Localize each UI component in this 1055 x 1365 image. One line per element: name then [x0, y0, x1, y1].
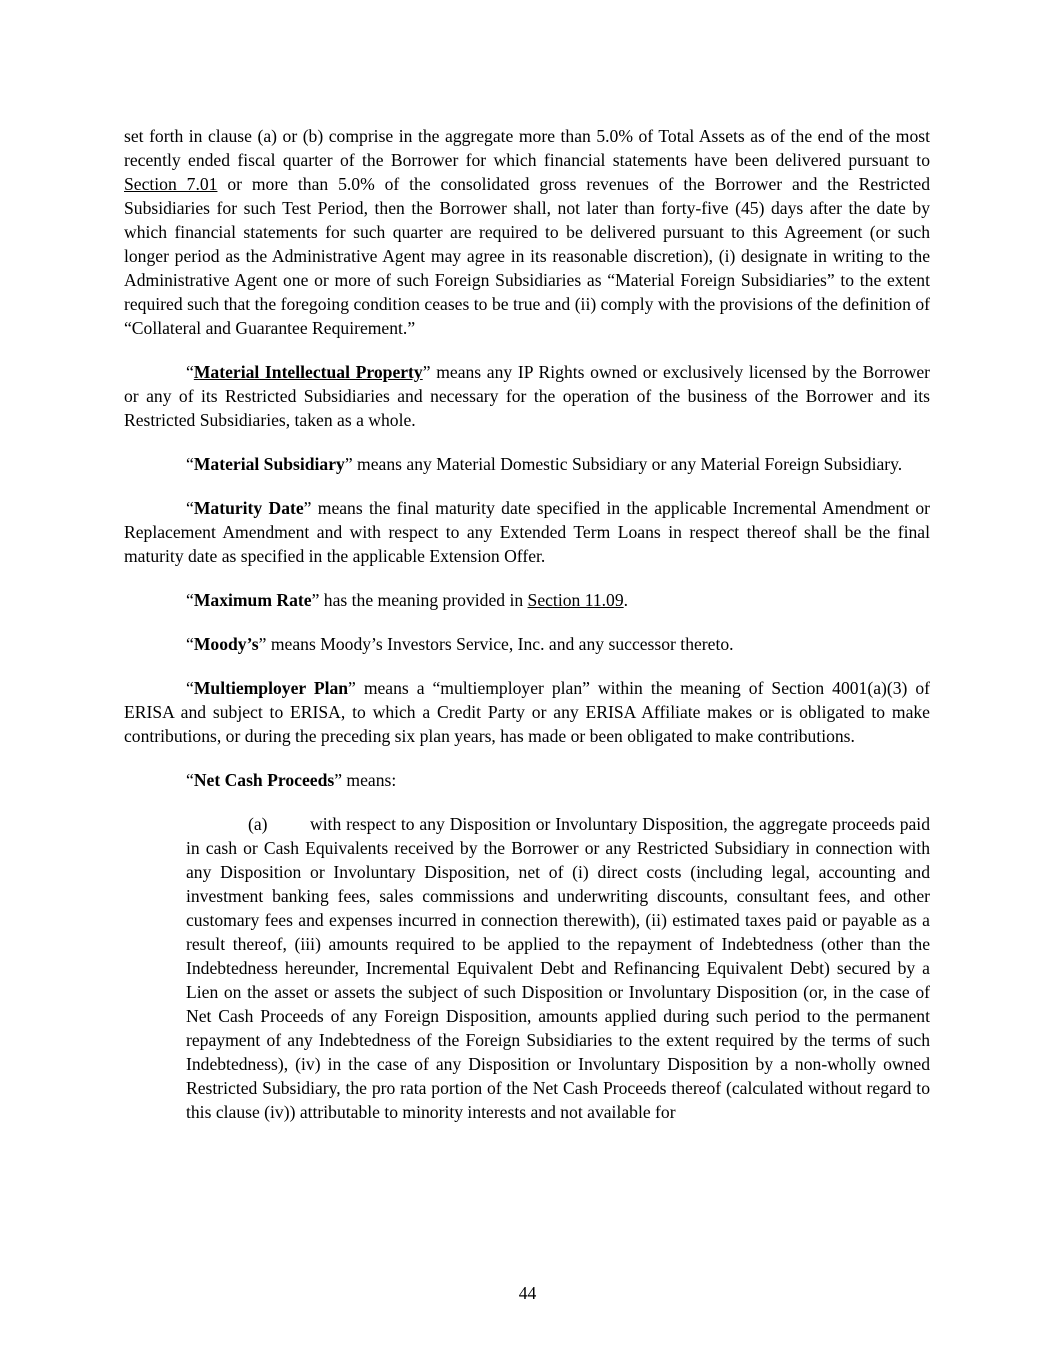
paragraph-text: or more than 5.0% of the consolidated gross revenues of the Borrower and the Restricted Subsidiaries for such Test Period, then the Borrower shall, not later than forty-five (45) days after the date by which financial statements for such quarter are required to be delivered pursuant to this Agreement (or such longer period as the Administrative Agent may agree in its reasonable discretion), (i) designate in writing to the Administrative Agent one or more of such Foreign Subsidiaries as “Material Foreign Subsidiaries” to the extent required such that the foregoing condition ceases to be true and (ii) comply with the provisions of the definition of “Collateral and Guarantee Requirement.”: [124, 174, 930, 338]
section-link[interactable]: Section 7.01: [124, 174, 218, 194]
defined-term: Material Intellectual Property: [193, 362, 423, 382]
defined-term: Multiemployer Plan: [193, 678, 349, 698]
definition-moodys: [124, 632, 930, 656]
definition-material-intellectual-property: [124, 360, 930, 432]
open-quote: “: [186, 770, 194, 790]
defined-term: Maximum Rate: [193, 590, 312, 610]
definition-text: ” means the final maturity date specified in the applicable Incremental Amendment or Replacement Amendment and with respect to any Extended Term Loans in respect thereof shall be the final maturity date as specified in the applicable Extension Offer.: [124, 498, 931, 566]
document-page: [124, 124, 930, 1124]
definition-net-cash-proceeds: [124, 768, 930, 792]
defined-term: Maturity Date: [193, 498, 304, 518]
open-quote: “: [186, 454, 194, 474]
clause-text: with respect to any Disposition or Involuntary Disposition, the aggregate proceeds paid in cash or Cash Equivalents received by the Borrower or any Restricted Subsidiary in connection with any Disposition or Involuntary Disposition, net of (i) direct costs (including legal, accounting and investment banking fees, sales commissions and underwriting discounts, consultant fees, and other customary fees and expenses incurred in connection therewith), (ii) estimated taxes paid or payable as a result thereof, (iii) amounts required to be applied to the repayment of Indebtedness (other than the Indebtedness hereunder, Incremental Equivalent Debt and Refinancing Equivalent Debt) secured by a Lien on the asset or assets the subject of such Disposition or Involuntary Disposition (or, in the case of Net Cash Proceeds of any Foreign Disposition, amounts applied during such period to the permanent repayment of any Indebtedness of the Foreign Subsidiaries to the extent required by the terms of such Indebtedness), (iv) in the case of any Disposition or Involuntary Disposition by a non-wholly owned Restricted Subsidiary, the pro rata portion of the Net Cash Proceeds thereof (calculated without regard to this clause (iv)) attributable to minority interests and not available for: [186, 814, 930, 1122]
definition-text: ” has the meaning provided in: [311, 590, 528, 610]
defined-term: Moody’s: [193, 634, 259, 654]
clause-label: (a): [248, 814, 268, 834]
defined-term: Net Cash Proceeds: [193, 770, 335, 790]
open-quote: “: [186, 678, 194, 698]
definition-text: ” means any Material Domestic Subsidiary or any Material Foreign Subsidiary.: [344, 454, 903, 474]
defined-term: Material Subsidiary: [193, 454, 345, 474]
definition-maximum-rate: [124, 588, 930, 612]
section-link[interactable]: Section 11.09: [527, 590, 624, 610]
continuation-paragraph: [124, 124, 930, 340]
paragraph-text: set forth in clause (a) or (b) comprise in the aggregate more than 5.0% of Total Assets as of the end of the most recently ended fiscal quarter of the Borrower for which financial statements have been delivered pursuant to: [124, 126, 930, 170]
definition-maturity-date: [124, 496, 930, 568]
definition-text: ” means any IP Rights owned or exclusively licensed by the Borrower or any of its Restricted Subsidiaries and necessary for the operation of the business of the Borrower and its Restricted Subsidiaries, taken as a whole.: [124, 362, 930, 430]
open-quote: “: [186, 634, 194, 654]
open-quote: “: [186, 590, 194, 610]
definition-text: ” means Moody’s Investors Service, Inc. and any successor thereto.: [258, 634, 734, 654]
clause-a: [186, 812, 930, 1124]
open-quote: “: [186, 498, 194, 518]
page-number: 44: [518, 1283, 537, 1303]
definition-multiemployer-plan: [124, 676, 930, 748]
definition-text: ” means a “multiemployer plan” within the meaning of Section 4001(a)(3) of ERISA and subject to ERISA, to which a Credit Party or any ERISA Affiliate makes or is obligated to make contributions, or during the preceding six plan years, has made or been obligated to make contributions.: [124, 678, 930, 746]
open-quote: “: [186, 362, 194, 382]
definition-text: ” means:: [334, 770, 397, 790]
definition-material-subsidiary: [124, 452, 930, 476]
definition-text: .: [623, 590, 629, 610]
